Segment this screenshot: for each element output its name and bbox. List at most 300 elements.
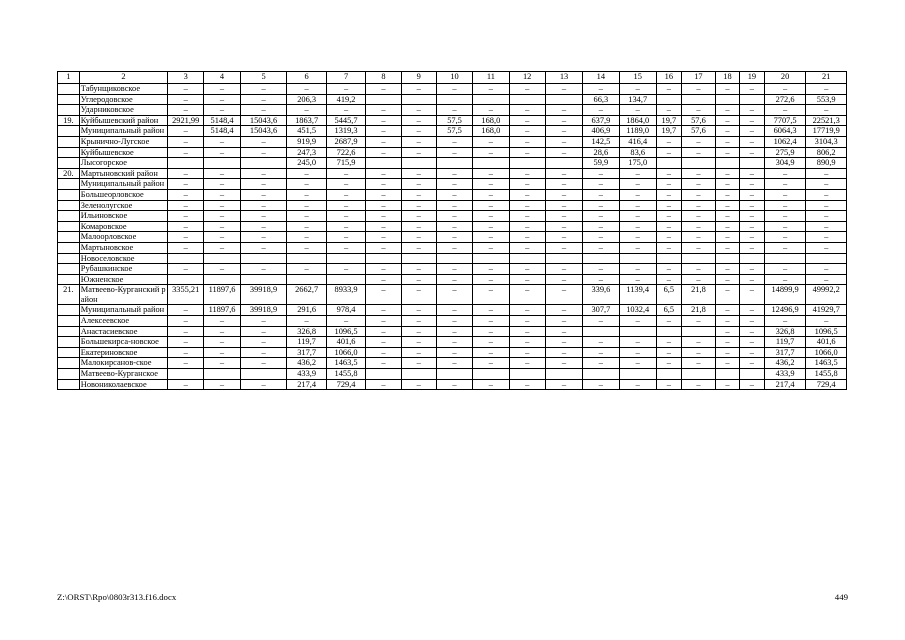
- table-cell: 406,9: [583, 126, 619, 137]
- table-cell: [545, 94, 582, 105]
- table-cell: –: [739, 242, 764, 253]
- table-cell: [473, 94, 509, 105]
- table-cell: –: [545, 84, 582, 95]
- column-header: 5: [240, 72, 287, 84]
- column-header: 6: [287, 72, 326, 84]
- table-cell: –: [739, 316, 764, 327]
- territory-name: Зеленолугское: [79, 200, 167, 211]
- territory-name: Куйбышевское: [79, 147, 167, 158]
- table-cell: –: [545, 189, 582, 200]
- table-cell: –: [326, 211, 365, 222]
- table-cell: [545, 253, 582, 264]
- table-cell: –: [509, 189, 545, 200]
- table-cell: –: [473, 168, 509, 179]
- table-cell: [168, 369, 204, 380]
- table-cell: –: [681, 105, 715, 116]
- table-cell: –: [240, 326, 287, 337]
- table-cell: [366, 369, 401, 380]
- table-row: [58, 274, 847, 285]
- table-cell: 722,6: [326, 147, 365, 158]
- table-cell: –: [619, 105, 656, 116]
- table-cell: –: [806, 242, 847, 253]
- table-cell: –: [168, 126, 204, 137]
- table-cell: –: [326, 316, 365, 327]
- table-cell: 66,3: [583, 94, 619, 105]
- territory-name: Алексеевское: [79, 316, 167, 327]
- column-header: 9: [401, 72, 436, 84]
- table-cell: –: [739, 285, 764, 305]
- row-number: [58, 105, 80, 116]
- table-cell: –: [326, 242, 365, 253]
- table-cell: –: [204, 358, 240, 369]
- table-cell: –: [656, 358, 681, 369]
- table-cell: –: [326, 179, 365, 190]
- table-row: [58, 105, 847, 116]
- table-cell: 14899,9: [764, 285, 806, 305]
- table-cell: –: [168, 84, 204, 95]
- table-row: [58, 337, 847, 348]
- table-cell: [656, 94, 681, 105]
- table-cell: –: [716, 105, 740, 116]
- table-cell: –: [204, 242, 240, 253]
- table-cell: 436,2: [764, 358, 806, 369]
- table-cell: –: [326, 264, 365, 275]
- table-cell: –: [401, 379, 436, 390]
- table-row: [58, 379, 847, 390]
- table-cell: [681, 94, 715, 105]
- table-cell: –: [366, 115, 401, 126]
- table-cell: 247,3: [287, 147, 326, 158]
- table-cell: –: [436, 84, 472, 95]
- table-cell: 637,9: [583, 115, 619, 126]
- table-cell: 217,4: [287, 379, 326, 390]
- table-cell: –: [401, 84, 436, 95]
- table-cell: [739, 369, 764, 380]
- table-cell: [681, 253, 715, 264]
- table-cell: –: [806, 179, 847, 190]
- table-row: [58, 369, 847, 380]
- row-number: [58, 200, 80, 211]
- table-cell: –: [204, 221, 240, 232]
- table-cell: –: [168, 379, 204, 390]
- table-cell: –: [204, 264, 240, 275]
- table-cell: –: [366, 168, 401, 179]
- table-cell: –: [716, 379, 740, 390]
- table-row: [58, 232, 847, 243]
- table-cell: 419,2: [326, 94, 365, 105]
- table-cell: –: [401, 211, 436, 222]
- table-cell: –: [656, 84, 681, 95]
- table-cell: –: [204, 316, 240, 327]
- table-cell: –: [204, 84, 240, 95]
- table-row: [58, 285, 847, 305]
- table-cell: –: [240, 337, 287, 348]
- table-cell: [168, 158, 204, 169]
- table-cell: –: [401, 126, 436, 137]
- table-cell: –: [583, 84, 619, 95]
- territory-name: Куйбышевский район: [79, 115, 167, 126]
- column-header: 18: [716, 72, 740, 84]
- column-header: 17: [681, 72, 715, 84]
- table-cell: –: [366, 337, 401, 348]
- table-cell: –: [326, 105, 365, 116]
- table-cell: –: [366, 147, 401, 158]
- table-cell: –: [583, 358, 619, 369]
- table-cell: 21,8: [681, 305, 715, 316]
- table-cell: [583, 253, 619, 264]
- table-cell: –: [240, 94, 287, 105]
- table-cell: [545, 369, 582, 380]
- table-cell: –: [436, 232, 472, 243]
- table-cell: –: [204, 326, 240, 337]
- table-cell: –: [168, 189, 204, 200]
- row-number: [58, 94, 80, 105]
- table-cell: –: [619, 84, 656, 95]
- table-cell: –: [168, 136, 204, 147]
- table-cell: [716, 253, 740, 264]
- table-cell: –: [509, 316, 545, 327]
- table-cell: –: [545, 316, 582, 327]
- table-cell: –: [619, 242, 656, 253]
- table-cell: –: [545, 285, 582, 305]
- table-cell: 729,4: [326, 379, 365, 390]
- table-cell: –: [739, 84, 764, 95]
- table-cell: –: [473, 200, 509, 211]
- row-number: [58, 369, 80, 380]
- table-cell: –: [287, 105, 326, 116]
- table-cell: –: [716, 179, 740, 190]
- table-row: [58, 189, 847, 200]
- table-cell: –: [473, 264, 509, 275]
- territory-name: Екатериновское: [79, 347, 167, 358]
- table-cell: –: [287, 211, 326, 222]
- table-cell: –: [509, 305, 545, 316]
- table-cell: –: [366, 274, 401, 285]
- table-cell: –: [545, 105, 582, 116]
- table-cell: –: [656, 242, 681, 253]
- row-number: [58, 136, 80, 147]
- table-cell: [287, 253, 326, 264]
- table-cell: [204, 274, 240, 285]
- table-cell: –: [366, 211, 401, 222]
- table-cell: –: [739, 337, 764, 348]
- table-cell: 1455,8: [326, 369, 365, 380]
- table-cell: –: [509, 126, 545, 137]
- table-cell: –: [716, 221, 740, 232]
- table-cell: –: [240, 264, 287, 275]
- table-cell: –: [204, 337, 240, 348]
- row-number: [58, 326, 80, 337]
- table-row: [58, 358, 847, 369]
- table-cell: –: [326, 232, 365, 243]
- table-cell: –: [509, 358, 545, 369]
- table-cell: –: [739, 168, 764, 179]
- data-table: [57, 71, 847, 390]
- table-cell: –: [366, 316, 401, 327]
- table-cell: –: [509, 232, 545, 243]
- table-cell: [509, 253, 545, 264]
- row-number: [58, 126, 80, 137]
- table-cell: [656, 158, 681, 169]
- table-cell: [240, 158, 287, 169]
- table-cell: –: [436, 105, 472, 116]
- table-cell: –: [204, 168, 240, 179]
- table-cell: 12496,9: [764, 305, 806, 316]
- table-cell: –: [739, 147, 764, 158]
- table-cell: –: [764, 168, 806, 179]
- column-header: 13: [545, 72, 582, 84]
- table-cell: –: [764, 189, 806, 200]
- table-row: [58, 94, 847, 105]
- table-cell: 3355,21: [168, 285, 204, 305]
- table-cell: 1096,5: [326, 326, 365, 337]
- table-cell: –: [739, 115, 764, 126]
- territory-name: Большеорловское: [79, 189, 167, 200]
- table-cell: –: [436, 221, 472, 232]
- table-cell: –: [436, 347, 472, 358]
- table-cell: –: [681, 136, 715, 147]
- table-cell: –: [287, 242, 326, 253]
- table-cell: 1189,0: [619, 126, 656, 137]
- table-cell: 6,5: [656, 285, 681, 305]
- table-cell: –: [716, 147, 740, 158]
- table-cell: –: [240, 136, 287, 147]
- table-cell: [681, 326, 715, 337]
- table-cell: –: [401, 179, 436, 190]
- table-cell: –: [656, 316, 681, 327]
- table-cell: –: [806, 264, 847, 275]
- table-cell: –: [739, 326, 764, 337]
- table-cell: –: [473, 274, 509, 285]
- table-cell: –: [473, 179, 509, 190]
- table-cell: –: [764, 264, 806, 275]
- table-cell: [240, 369, 287, 380]
- table-cell: –: [436, 264, 472, 275]
- table-cell: 6,5: [656, 305, 681, 316]
- table-cell: [806, 253, 847, 264]
- table-cell: –: [739, 347, 764, 358]
- table-cell: –: [509, 242, 545, 253]
- table-cell: –: [716, 358, 740, 369]
- table-cell: –: [545, 242, 582, 253]
- table-cell: [509, 94, 545, 105]
- table-cell: 2687,9: [326, 136, 365, 147]
- table-cell: –: [716, 200, 740, 211]
- table-cell: –: [168, 326, 204, 337]
- table-cell: –: [619, 316, 656, 327]
- table-cell: –: [473, 211, 509, 222]
- column-header: 15: [619, 72, 656, 84]
- table-cell: –: [287, 221, 326, 232]
- table-cell: –: [509, 326, 545, 337]
- table-cell: –: [739, 232, 764, 243]
- table-cell: 21,8: [681, 285, 715, 305]
- table-cell: [168, 274, 204, 285]
- table-cell: –: [366, 179, 401, 190]
- table-cell: [545, 158, 582, 169]
- table-cell: 57,5: [436, 126, 472, 137]
- table-cell: [240, 253, 287, 264]
- table-cell: –: [656, 147, 681, 158]
- territory-name: Ильиновское: [79, 211, 167, 222]
- table-cell: 168,0: [473, 115, 509, 126]
- table-cell: –: [240, 84, 287, 95]
- row-number: [58, 221, 80, 232]
- row-number: [58, 305, 80, 316]
- table-cell: –: [473, 337, 509, 348]
- table-cell: 39918,9: [240, 305, 287, 316]
- table-cell: –: [473, 242, 509, 253]
- table-cell: 217,4: [764, 379, 806, 390]
- table-cell: –: [509, 200, 545, 211]
- table-cell: –: [436, 179, 472, 190]
- table-cell: –: [204, 105, 240, 116]
- table-cell: –: [739, 221, 764, 232]
- table-cell: –: [739, 379, 764, 390]
- table-cell: –: [545, 179, 582, 190]
- table-cell: –: [716, 136, 740, 147]
- table-cell: 890,9: [806, 158, 847, 169]
- column-header: 11: [473, 72, 509, 84]
- table-cell: –: [168, 211, 204, 222]
- table-cell: –: [545, 221, 582, 232]
- table-cell: –: [168, 200, 204, 211]
- table-cell: –: [716, 211, 740, 222]
- table-cell: –: [764, 84, 806, 95]
- row-number: [58, 211, 80, 222]
- table-cell: –: [240, 358, 287, 369]
- table-row: [58, 168, 847, 179]
- table-cell: –: [656, 200, 681, 211]
- territory-name: Южненское: [79, 274, 167, 285]
- table-cell: –: [366, 379, 401, 390]
- table-cell: 401,6: [326, 337, 365, 348]
- territory-name: Муниципальный район: [79, 305, 167, 316]
- table-cell: –: [509, 115, 545, 126]
- table-cell: –: [401, 316, 436, 327]
- table-cell: –: [681, 274, 715, 285]
- table-cell: –: [583, 221, 619, 232]
- table-cell: –: [656, 105, 681, 116]
- table-cell: –: [168, 358, 204, 369]
- table-row: [58, 126, 847, 137]
- table-cell: 307,7: [583, 305, 619, 316]
- territory-name: Малоорловское: [79, 232, 167, 243]
- table-cell: –: [401, 326, 436, 337]
- table-cell: –: [366, 126, 401, 137]
- row-number: [58, 84, 80, 95]
- table-row: [58, 242, 847, 253]
- column-header: 12: [509, 72, 545, 84]
- table-cell: [401, 158, 436, 169]
- table-cell: –: [681, 242, 715, 253]
- table-cell: –: [545, 136, 582, 147]
- table-cell: –: [366, 136, 401, 147]
- table-row: [58, 147, 847, 158]
- territory-name: Муниципальный район: [79, 179, 167, 190]
- table-cell: –: [240, 211, 287, 222]
- table-cell: [716, 369, 740, 380]
- table-cell: –: [545, 168, 582, 179]
- table-cell: –: [656, 221, 681, 232]
- table-cell: –: [806, 316, 847, 327]
- table-cell: –: [240, 232, 287, 243]
- table-cell: –: [583, 189, 619, 200]
- table-cell: –: [436, 189, 472, 200]
- table-cell: –: [240, 200, 287, 211]
- table-cell: 919,9: [287, 136, 326, 147]
- table-cell: 291,6: [287, 305, 326, 316]
- table-cell: [656, 369, 681, 380]
- table-cell: –: [583, 264, 619, 275]
- table-cell: –: [509, 221, 545, 232]
- table-cell: –: [681, 147, 715, 158]
- table-cell: –: [168, 147, 204, 158]
- column-header: 2: [79, 72, 167, 84]
- table-cell: –: [656, 179, 681, 190]
- table-cell: [619, 369, 656, 380]
- table-cell: –: [240, 221, 287, 232]
- column-header: 20: [764, 72, 806, 84]
- table-cell: –: [240, 105, 287, 116]
- table-cell: –: [764, 232, 806, 243]
- table-cell: –: [545, 305, 582, 316]
- territory-name: Новониколаевское: [79, 379, 167, 390]
- table-cell: –: [204, 179, 240, 190]
- table-cell: –: [509, 264, 545, 275]
- table-cell: 272,6: [764, 94, 806, 105]
- table-row: [58, 211, 847, 222]
- table-cell: [764, 253, 806, 264]
- table-cell: [287, 274, 326, 285]
- table-cell: –: [545, 264, 582, 275]
- column-header: 16: [656, 72, 681, 84]
- table-cell: –: [473, 305, 509, 316]
- table-cell: 245,0: [287, 158, 326, 169]
- table-cell: 339,6: [583, 285, 619, 305]
- table-cell: 326,8: [764, 326, 806, 337]
- table-cell: 553,9: [806, 94, 847, 105]
- table-cell: –: [619, 221, 656, 232]
- territory-name: Матвеево-Курганский район: [80, 285, 166, 304]
- table-cell: 2921,99: [168, 115, 204, 126]
- table-cell: –: [168, 94, 204, 105]
- table-cell: –: [366, 242, 401, 253]
- territory-name: Большекирса-новское: [79, 337, 167, 348]
- table-body: [58, 72, 847, 390]
- table-cell: –: [716, 305, 740, 316]
- table-cell: 401,6: [806, 337, 847, 348]
- table-cell: [436, 253, 472, 264]
- table-cell: 142,5: [583, 136, 619, 147]
- table-cell: 57,6: [681, 126, 715, 137]
- table-cell: 1319,3: [326, 126, 365, 137]
- table-cell: –: [619, 168, 656, 179]
- table-cell: –: [619, 274, 656, 285]
- table-cell: 978,4: [326, 305, 365, 316]
- table-cell: [204, 369, 240, 380]
- table-cell: –: [764, 274, 806, 285]
- table-cell: –: [583, 316, 619, 327]
- table-cell: –: [656, 347, 681, 358]
- table-cell: –: [681, 347, 715, 358]
- row-number: [58, 242, 80, 253]
- table-cell: [473, 158, 509, 169]
- table-cell: –: [739, 305, 764, 316]
- table-cell: –: [681, 200, 715, 211]
- table-cell: [401, 253, 436, 264]
- table-cell: –: [401, 305, 436, 316]
